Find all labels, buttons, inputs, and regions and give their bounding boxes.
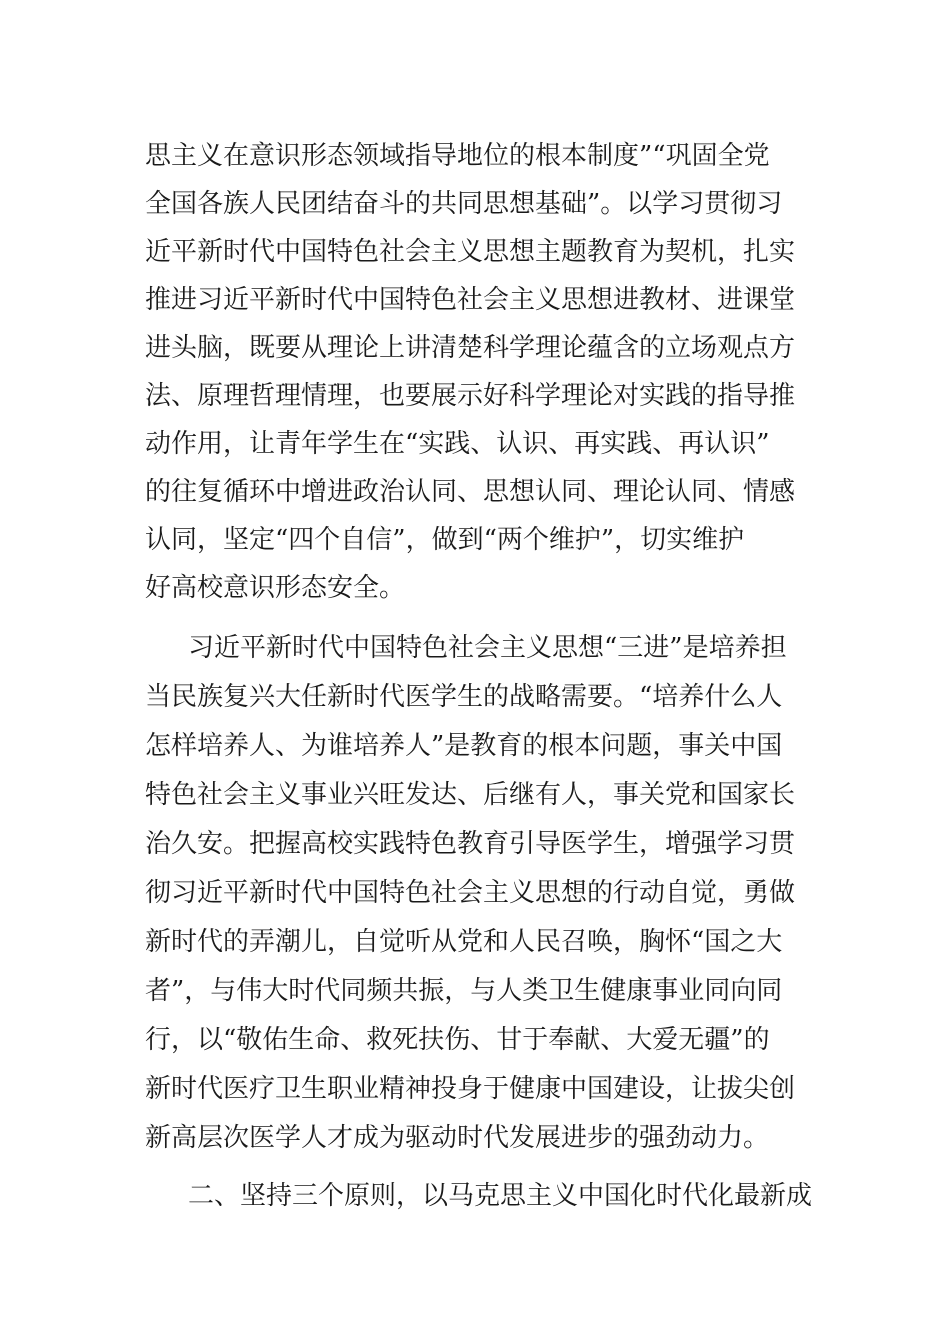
- text-line: 治久安。把握高校实践特色教育引导医学生，增强学习贯: [145, 829, 796, 859]
- text-line: 全国各族人民团结奋斗的共同思想基础”。以学习贯彻习: [145, 189, 783, 219]
- text-line: 好高校意识形态安全。: [145, 573, 406, 603]
- text-line: 行，以“敬佑生命、救死扶伤、甘于奉献、大爱无疆”的: [145, 1025, 770, 1055]
- text-line: 者”，与伟大时代同频共振，与人类卫生健康事业同向同: [145, 976, 783, 1006]
- text-line: 当民族复兴大任新时代医学生的战略需要。“培养什么人: [145, 682, 783, 712]
- text-line: 的往复循环中增进政治认同、思想认同、理论认同、情感: [145, 477, 796, 507]
- text-line: 新时代的弄潮儿，自觉听从党和人民召唤，胸怀“国之大: [145, 927, 783, 957]
- text-line: 动作用，让青年学生在“实践、认识、再实践、再认识”: [145, 429, 770, 459]
- text-line: 思主义在意识形态领域指导地位的根本制度”“巩固全党: [145, 141, 770, 171]
- text-line: 推进习近平新时代中国特色社会主义思想进教材、进课堂: [145, 285, 796, 315]
- text-line: 新时代医疗卫生职业精神投身于健康中国建设，让拔尖创: [145, 1074, 796, 1104]
- paragraph-first-line: 习近平新时代中国特色社会主义思想“三进”是培养担: [188, 633, 787, 663]
- text-line: 近平新时代中国特色社会主义思想主题教育为契机，扎实: [145, 237, 796, 267]
- text-line: 认同，坚定“四个自信”，做到“两个维护”，切实维护: [145, 525, 745, 555]
- section-heading-line: 二、坚持三个原则，以马克思主义中国化时代化最新成: [188, 1181, 813, 1211]
- text-line: 法、原理哲理情理，也要展示好科学理论对实践的指导推: [145, 381, 796, 411]
- text-line: 进头脑，既要从理论上讲清楚科学理论蕴含的立场观点方: [145, 333, 796, 363]
- text-line: 新高层次医学人才成为驱动时代发展进步的强劲动力。: [145, 1123, 770, 1153]
- text-line: 彻习近平新时代中国特色社会主义思想的行动自觉，勇做: [145, 878, 796, 908]
- text-line: 怎样培养人、为谁培养人”是教育的根本问题，事关中国: [145, 731, 783, 761]
- text-line: 特色社会主义事业兴旺发达、后继有人，事关党和国家长: [145, 780, 796, 810]
